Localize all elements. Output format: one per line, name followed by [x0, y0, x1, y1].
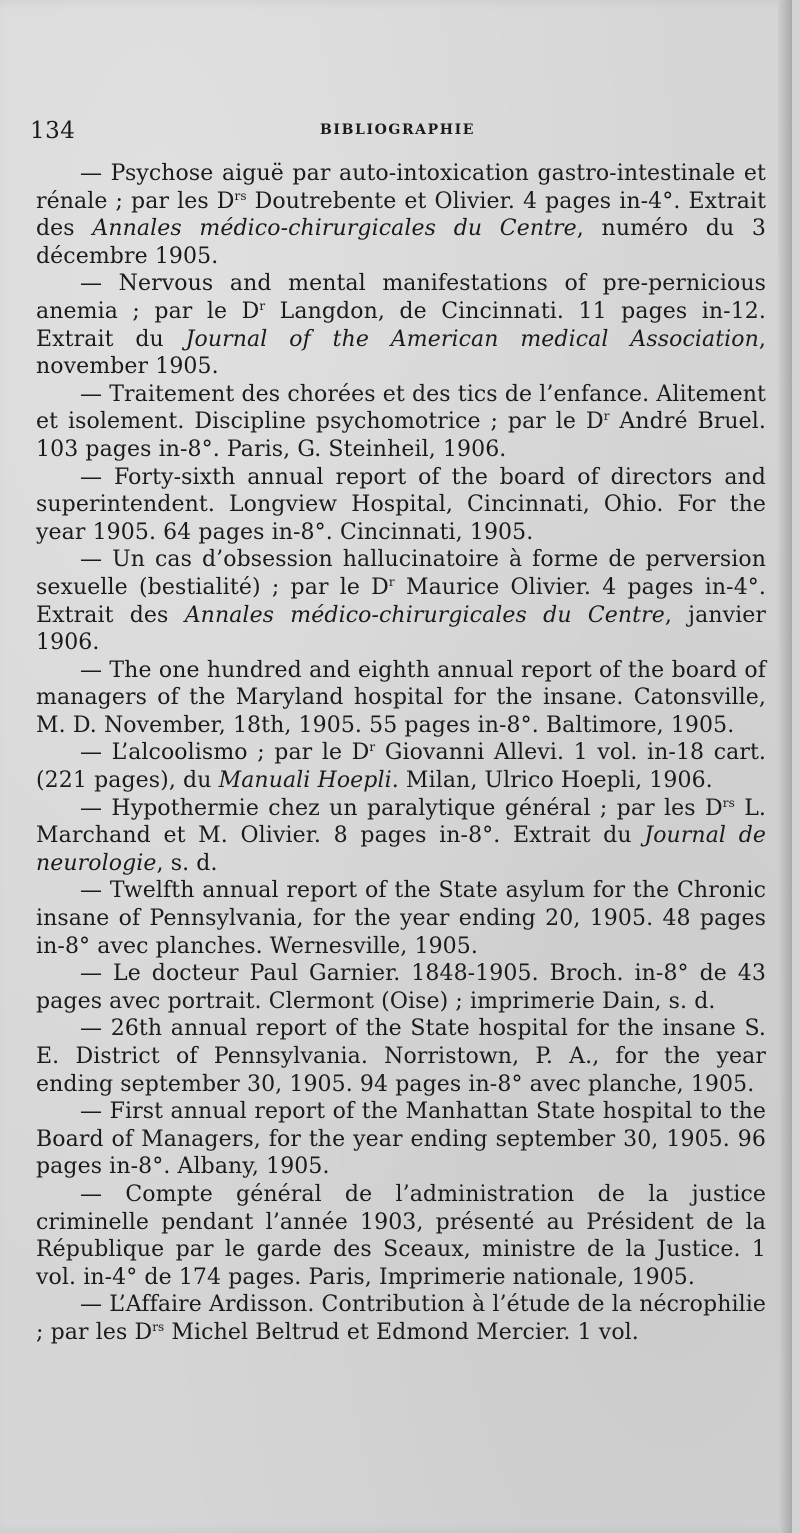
entry-text: — Twelfth annual report of the State asylum for the Chronic insane of Pennsylvania, for the year ending 20, 1905. 48 pages in-8° avec planches. Wernesville, 1905.: [36, 878, 766, 959]
entry-text: — Nervous and mental manifestations of pre-pernicious anemia ; par le D: [36, 271, 766, 324]
running-head: [30, 116, 765, 146]
bibliography-entry: [36, 1015, 766, 1098]
bibliography-entry: [36, 464, 766, 547]
bibliography-entry: [36, 381, 766, 464]
entry-journal-title: Annales médico-chirurgicales du Centre: [184, 602, 665, 628]
entry-text: — Traitement des chorées et des tics de l’enfance. Alitement et isolement. Discipline psychomotrice ; par le D: [36, 381, 766, 435]
bibliography-entry: [36, 795, 766, 878]
entry-text: — L’Affaire Ardisson. Contribution à l’étude de la nécrophilie ; par les D: [36, 1292, 766, 1345]
bibliography-entry: [36, 1181, 766, 1291]
entry-text: Michel Beltrud et Edmond Mercier. 1 vol.: [164, 1319, 639, 1345]
entry-text: Giovanni Allevi. 1 vol. in-18 cart. (221 pages), du: [36, 740, 766, 794]
entry-text: Doutrebente et Olivier. 4 pages in-4°. Extrait des: [36, 188, 767, 242]
entry-superscript: rs: [152, 1319, 165, 1334]
entry-text: Langdon, de Cincinnati. 11 pages in-12. Extrait du: [36, 298, 766, 352]
page-number: 134: [30, 118, 76, 144]
entry-text: — L’alcoolismo ; par le D: [80, 740, 370, 766]
page-edge-shadow: [778, 0, 792, 1533]
entry-text: — Un cas d’obsession hallucinatoire à forme de perversion sexuelle (bestialité) ; par le D: [36, 547, 766, 600]
entry-text: — Forty-sixth annual report of the board of directors and superintendent. Longview Hospital, Cincinnati, Ohio. For the year 1905. 64 pages in-8°. Cincinnati, 1905.: [36, 464, 766, 545]
entry-superscript: r: [388, 574, 395, 589]
entry-text: , november 1905.: [36, 326, 767, 380]
section-title: BIBLIOGRAPHIE: [319, 122, 476, 138]
entry-journal-title: Journal of the American medical Association: [185, 326, 759, 352]
entry-text: — The one hundred and eighth annual report of the board of managers of the Maryland hospital for the insane. Catonsville, M. D. November, 18th, 1905. 55 pages in-8°. Baltimore, 1905.: [36, 657, 766, 738]
bibliography-entry: [36, 739, 766, 794]
entry-text: — Compte général de l’administration de la justice criminelle pendant l’année 1903, présenté au Président de la République par le garde des Sceaux, ministre de la Justice. 1 vol. in-4° de 174 pages. Paris, Imprimerie nationale, 1905.: [36, 1181, 766, 1290]
bibliography-text: [36, 160, 766, 1347]
entry-text: L. Marchand et M. Olivier. 8 pages in-8°. Extrait du: [36, 795, 766, 849]
bibliography-entry: [36, 546, 766, 656]
bibliography-entry: [36, 160, 766, 270]
entry-superscript: rs: [722, 795, 735, 810]
entry-text: , s. d.: [156, 850, 218, 876]
entry-text: — Psychose aiguë par auto-intoxication gastro-intestinale et rénale ; par les D: [36, 161, 766, 214]
bibliography-entry: [36, 270, 766, 380]
entry-text: — 26th annual report of the State hospital for the insane S. E. District of Pennsylvania. Norristown, P. A., for the year ending september 30, 1905. 94 pages in-8° avec planche, 1905.: [36, 1016, 766, 1097]
entry-superscript: r: [369, 740, 376, 755]
bibliography-entry: [36, 657, 766, 740]
entry-text: , janvier 1906.: [36, 602, 766, 656]
entry-text: — Le docteur Paul Garnier. 1848-1905. Broch. in-8° de 43 pages avec portrait. Clermont (Oise) ; imprimerie Dain, s. d.: [36, 961, 766, 1014]
bibliography-entry: [36, 877, 766, 960]
bibliography-entry: [36, 1098, 766, 1181]
entry-journal-title: Manuali Hoepli: [218, 768, 392, 794]
entry-journal-title: Journal de neurologie: [36, 823, 766, 876]
entry-text: — First annual report of the Manhattan State hospital to the Board of Managers, for the year ending september 30, 1905. 96 pages in-8°. Albany, 1905.: [36, 1099, 766, 1180]
bibliography-entry: [36, 1291, 766, 1346]
entry-journal-title: Annales médico-chirurgicales du Centre: [92, 216, 577, 242]
entry-text: , numéro du 3 décembre 1905.: [36, 216, 766, 269]
entry-text: André Bruel. 103 pages in-8°. Paris, G. Steinheil, 1906.: [36, 409, 766, 462]
entry-text: — Hypothermie chez un paralytique général ; par les D: [80, 795, 723, 821]
entry-superscript: rs: [234, 188, 247, 203]
entry-superscript: r: [259, 298, 266, 313]
entry-text: . Milan, Ulrico Hoepli, 1906.: [391, 768, 713, 794]
entry-superscript: r: [603, 409, 610, 424]
bibliography-entry: [36, 960, 766, 1015]
entry-text: Maurice Olivier. 4 pages in-4°. Extrait des: [36, 574, 766, 628]
